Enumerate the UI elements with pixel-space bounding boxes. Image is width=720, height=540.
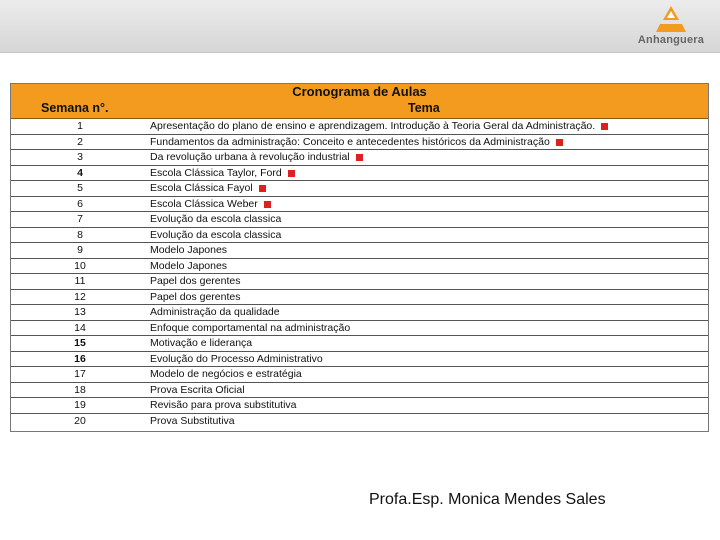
topic-text: Modelo de negócios e estratégia: [150, 368, 302, 380]
table-row: [11, 228, 708, 244]
topic-cell: [150, 120, 608, 133]
topic-cell: [150, 244, 227, 257]
red-marker-icon: [356, 154, 363, 161]
week-number: 3: [77, 151, 83, 163]
anhanguera-logo-icon: [648, 4, 694, 34]
topic-cell: [150, 353, 323, 366]
table-title: Cronograma de Aulas: [292, 84, 427, 99]
topic-text: Modelo Japones: [150, 244, 228, 256]
topic-cell: [150, 306, 280, 319]
table-row: [11, 212, 708, 228]
table-row: [11, 352, 708, 368]
table-row: [11, 274, 708, 290]
table-row: [11, 119, 708, 135]
topic-text: Papel dos gerentes: [150, 290, 241, 303]
topic-cell: [150, 151, 363, 164]
topic-text: Da revolução urbana à revolução industrial: [150, 151, 350, 163]
red-marker-icon: [601, 123, 608, 130]
week-number: 12: [74, 290, 86, 303]
topic-text: Papel dos gerentes: [150, 275, 241, 287]
topic-cell: [150, 136, 563, 149]
week-number: 17: [74, 368, 86, 380]
topic-cell: [150, 368, 302, 381]
table-body: [11, 119, 708, 429]
topic-cell: [150, 213, 281, 226]
week-number: 2: [77, 135, 83, 148]
topic-cell: [150, 198, 271, 211]
topic-text: Prova Substitutiva: [150, 414, 235, 427]
topic-text: Fundamentos da administração: Conceito e antecedentes históricos da Administração: [150, 135, 550, 148]
table-row: [11, 321, 708, 337]
week-column-header: Semana n°.: [41, 101, 109, 115]
topic-text: Administração da qualidade: [150, 306, 280, 318]
red-marker-icon: [264, 201, 271, 208]
week-number: 14: [74, 321, 86, 334]
header-bar: [0, 0, 720, 53]
table-row: [11, 414, 708, 430]
week-number: 18: [74, 383, 86, 396]
topic-text: Prova Escrita Oficial: [150, 383, 245, 396]
week-number: 13: [74, 306, 86, 318]
table-row: [11, 305, 708, 321]
topic-text: Motivação e liderança: [150, 337, 253, 349]
topic-text: Evolução da escola classica: [150, 228, 282, 241]
table-row: [11, 398, 708, 414]
week-number: 20: [74, 414, 86, 427]
table-row: [11, 367, 708, 383]
table-row: [11, 336, 708, 352]
week-number: 15: [74, 337, 86, 349]
topic-cell: [150, 384, 245, 397]
brand-name: Anhanguera: [637, 34, 705, 46]
topic-text: Enfoque comportamental na administração: [150, 321, 351, 334]
topic-text: Escola Clássica Weber: [150, 197, 258, 210]
red-marker-icon: [288, 170, 295, 177]
table-header: [11, 84, 708, 119]
brand-logo: [626, 4, 716, 48]
table-row: [11, 181, 708, 197]
topic-column-header: Tema: [408, 101, 440, 115]
topic-text: Evolução da escola classica: [150, 213, 282, 225]
week-number: 10: [74, 259, 86, 272]
topic-cell: [150, 322, 350, 335]
week-number: 4: [77, 166, 83, 179]
topic-text: Revisão para prova substitutiva: [150, 399, 297, 411]
topic-text: Escola Clássica Fayol: [150, 182, 253, 194]
week-number: 19: [74, 399, 86, 411]
topic-cell: [150, 275, 240, 288]
table-row: [11, 243, 708, 259]
schedule-table: [10, 83, 709, 432]
topic-text: Apresentação do plano de ensino e aprendizagem. Introdução à Teoria Geral da Administração.: [150, 120, 596, 132]
topic-cell: [150, 229, 281, 242]
week-number: 8: [77, 228, 83, 241]
topic-cell: [150, 182, 266, 195]
week-number: 6: [77, 197, 83, 210]
topic-cell: [150, 167, 295, 180]
topic-text: Escola Clássica Taylor, Ford: [150, 166, 282, 179]
week-number: 11: [74, 275, 86, 287]
topic-cell: [150, 260, 227, 273]
table-row: [11, 290, 708, 306]
week-number: 5: [77, 182, 83, 194]
topic-text: Evolução do Processo Administrativo: [150, 352, 323, 365]
topic-cell: [150, 415, 235, 428]
table-row: [11, 150, 708, 166]
table-row: [11, 197, 708, 213]
table-row: [11, 259, 708, 275]
red-marker-icon: [556, 139, 563, 146]
topic-text: Modelo Japones: [150, 259, 228, 272]
table-row: [11, 135, 708, 151]
topic-cell: [150, 291, 240, 304]
table-row: [11, 166, 708, 182]
red-marker-icon: [259, 185, 266, 192]
topic-cell: [150, 399, 297, 412]
week-number: 1: [77, 120, 83, 132]
week-number: 7: [77, 213, 83, 225]
week-number: 9: [77, 244, 83, 256]
author-credit: Profa.Esp. Monica Mendes Sales: [369, 491, 606, 508]
week-number: 16: [74, 352, 86, 365]
table-row: [11, 383, 708, 399]
topic-cell: [150, 337, 252, 350]
